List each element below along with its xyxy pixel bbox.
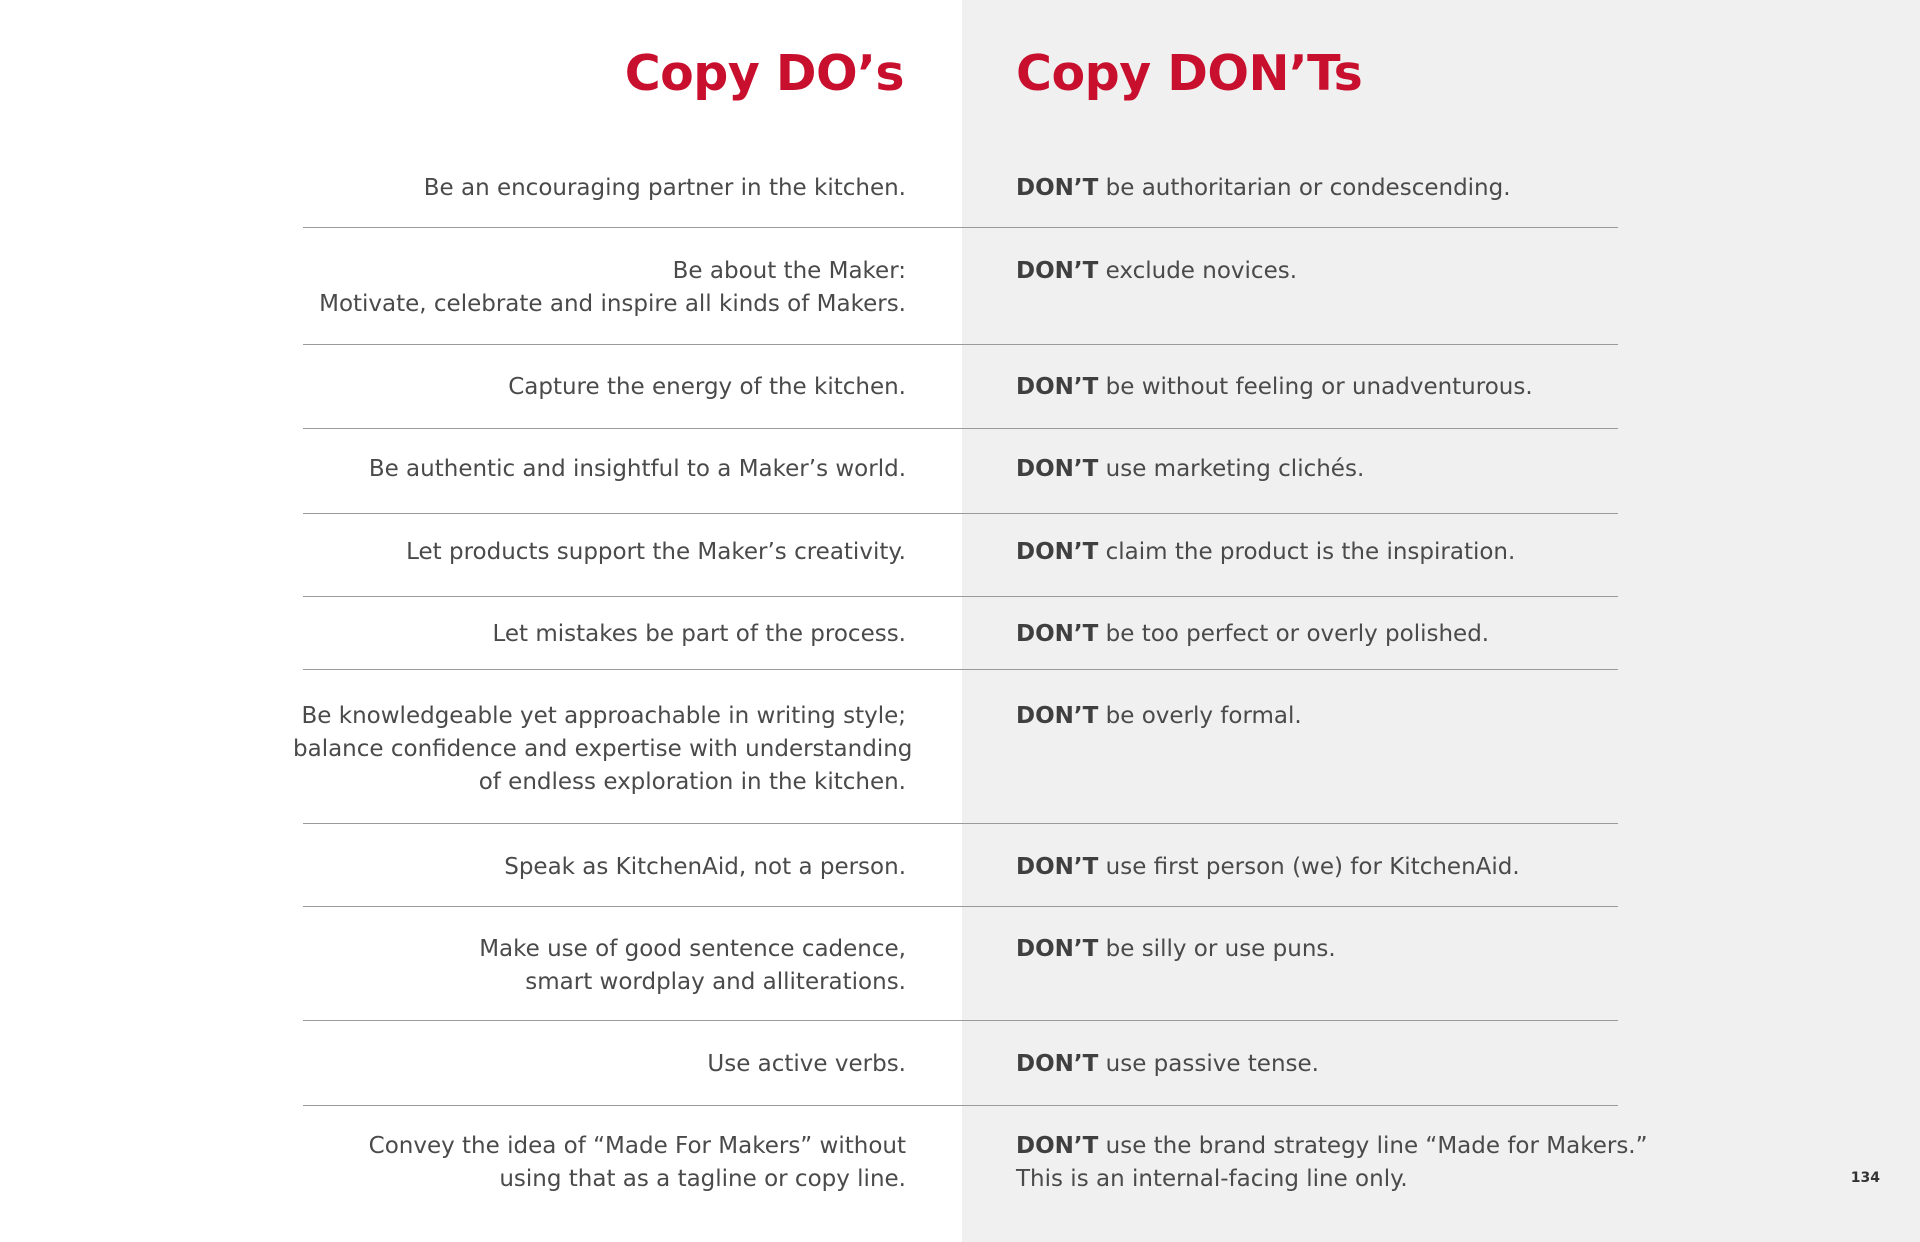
- dont-item: [1016, 618, 1626, 651]
- do-item: [293, 933, 906, 999]
- dont-keyword: DON’T: [1016, 936, 1099, 962]
- copy-dos-heading: Copy DO’s: [624, 45, 904, 102]
- dont-item: [1016, 453, 1626, 486]
- do-item-line: balance confidence and expertise with understanding: [293, 736, 913, 762]
- table-row: [303, 1105, 1648, 1192]
- dont-item: [1016, 933, 1626, 966]
- dont-keyword: DON’T: [1016, 539, 1099, 565]
- do-item: [293, 851, 906, 884]
- do-item-line: Make use of good sentence cadence,: [479, 936, 906, 962]
- do-item-line: Be authentic and insightful to a Maker’s world.: [368, 456, 906, 482]
- do-item: [293, 453, 906, 486]
- dont-item: [1016, 700, 1626, 733]
- dont-item: [1016, 371, 1626, 404]
- dont-item: [1016, 851, 1626, 884]
- do-item-line: Let mistakes be part of the process.: [492, 621, 906, 647]
- dont-keyword: DON’T: [1016, 374, 1099, 400]
- dont-item: [1016, 1130, 1648, 1196]
- dont-item-text: use first person (we) for KitchenAid.: [1105, 854, 1520, 880]
- dont-keyword: DON’T: [1016, 854, 1099, 880]
- dont-item-text: be overly formal.: [1105, 703, 1302, 729]
- do-item: [293, 618, 906, 651]
- do-item: [293, 172, 906, 205]
- do-item: [293, 1048, 906, 1081]
- copy-donts-heading: Copy DON’Ts: [1016, 45, 1363, 102]
- dont-keyword: DON’T: [1016, 258, 1099, 284]
- do-item-line: of endless exploration in the kitchen.: [478, 769, 906, 795]
- dont-item-text: use the brand strategy line “Made for Makers.”: [1105, 1133, 1648, 1159]
- do-item-line: Be about the Maker:: [672, 258, 906, 284]
- table-row: [303, 513, 1618, 565]
- dont-item-line: [1016, 618, 1626, 651]
- dont-item-line: [1016, 700, 1626, 733]
- table-row: [303, 1020, 1618, 1077]
- do-item-line: Capture the energy of the kitchen.: [508, 374, 906, 400]
- table-row: [303, 227, 1618, 317]
- dont-item-text: be silly or use puns.: [1105, 936, 1336, 962]
- table-row: [303, 428, 1618, 482]
- dont-item-text: be too perfect or overly polished.: [1105, 621, 1490, 647]
- dont-item-text: exclude novices.: [1105, 258, 1298, 284]
- dont-item-line: [1016, 255, 1626, 288]
- do-item-line: Let products support the Maker’s creativity.: [406, 539, 906, 565]
- dont-keyword: DON’T: [1016, 703, 1099, 729]
- table-row: [303, 120, 1618, 201]
- dont-item-line: [1016, 933, 1626, 966]
- dont-item-line: [1016, 1048, 1626, 1081]
- dont-item-line: [1016, 453, 1626, 486]
- dont-item-text: use marketing clichés.: [1105, 456, 1365, 482]
- table-row: [303, 344, 1618, 400]
- dont-keyword: DON’T: [1016, 1051, 1099, 1077]
- dont-item: [1016, 1048, 1626, 1081]
- dont-keyword: DON’T: [1016, 175, 1099, 201]
- dont-item-text: be without feeling or unadventurous.: [1105, 374, 1533, 400]
- table-row: [303, 823, 1618, 880]
- do-item-line: Be an encouraging partner in the kitchen.: [423, 175, 906, 201]
- do-item: [293, 371, 906, 404]
- do-item-line: Be knowledgeable yet approachable in writing style;: [301, 703, 906, 729]
- do-item: [293, 700, 913, 799]
- do-item-line: Use active verbs.: [707, 1051, 906, 1077]
- dont-item-line: [1016, 1130, 1648, 1163]
- dont-item-text: claim the product is the inspiration.: [1105, 539, 1516, 565]
- do-item-line: Convey the idea of “Made For Makers” without: [368, 1133, 906, 1159]
- dont-item-text: be authoritarian or condescending.: [1105, 175, 1511, 201]
- dont-keyword: DON’T: [1016, 1133, 1099, 1159]
- do-item: [293, 1130, 906, 1196]
- dont-item-line: [1016, 172, 1626, 205]
- do-item-line: Motivate, celebrate and inspire all kinds of Makers.: [319, 291, 906, 317]
- dont-item: [1016, 536, 1626, 569]
- dont-item-line: [1016, 371, 1626, 404]
- do-item-line: using that as a tagline or copy line.: [499, 1166, 906, 1192]
- table-row: [303, 596, 1618, 647]
- dont-item-text: This is an internal-facing line only.: [1016, 1166, 1408, 1192]
- dont-item-line: [1016, 1163, 1626, 1196]
- dont-keyword: DON’T: [1016, 621, 1099, 647]
- dont-item-line: [1016, 536, 1626, 569]
- do-item: [293, 255, 906, 321]
- dont-item-line: [1016, 851, 1626, 884]
- dont-item: [1016, 255, 1626, 288]
- table-row: [293, 669, 1618, 795]
- do-item-line: smart wordplay and alliterations.: [525, 969, 906, 995]
- dont-item-text: use passive tense.: [1105, 1051, 1319, 1077]
- dont-keyword: DON’T: [1016, 456, 1099, 482]
- page-number: 134: [1850, 1170, 1880, 1186]
- do-item: [293, 536, 906, 569]
- table-row: [303, 906, 1618, 995]
- do-item-line: Speak as KitchenAid, not a person.: [504, 854, 906, 880]
- dont-item: [1016, 172, 1626, 205]
